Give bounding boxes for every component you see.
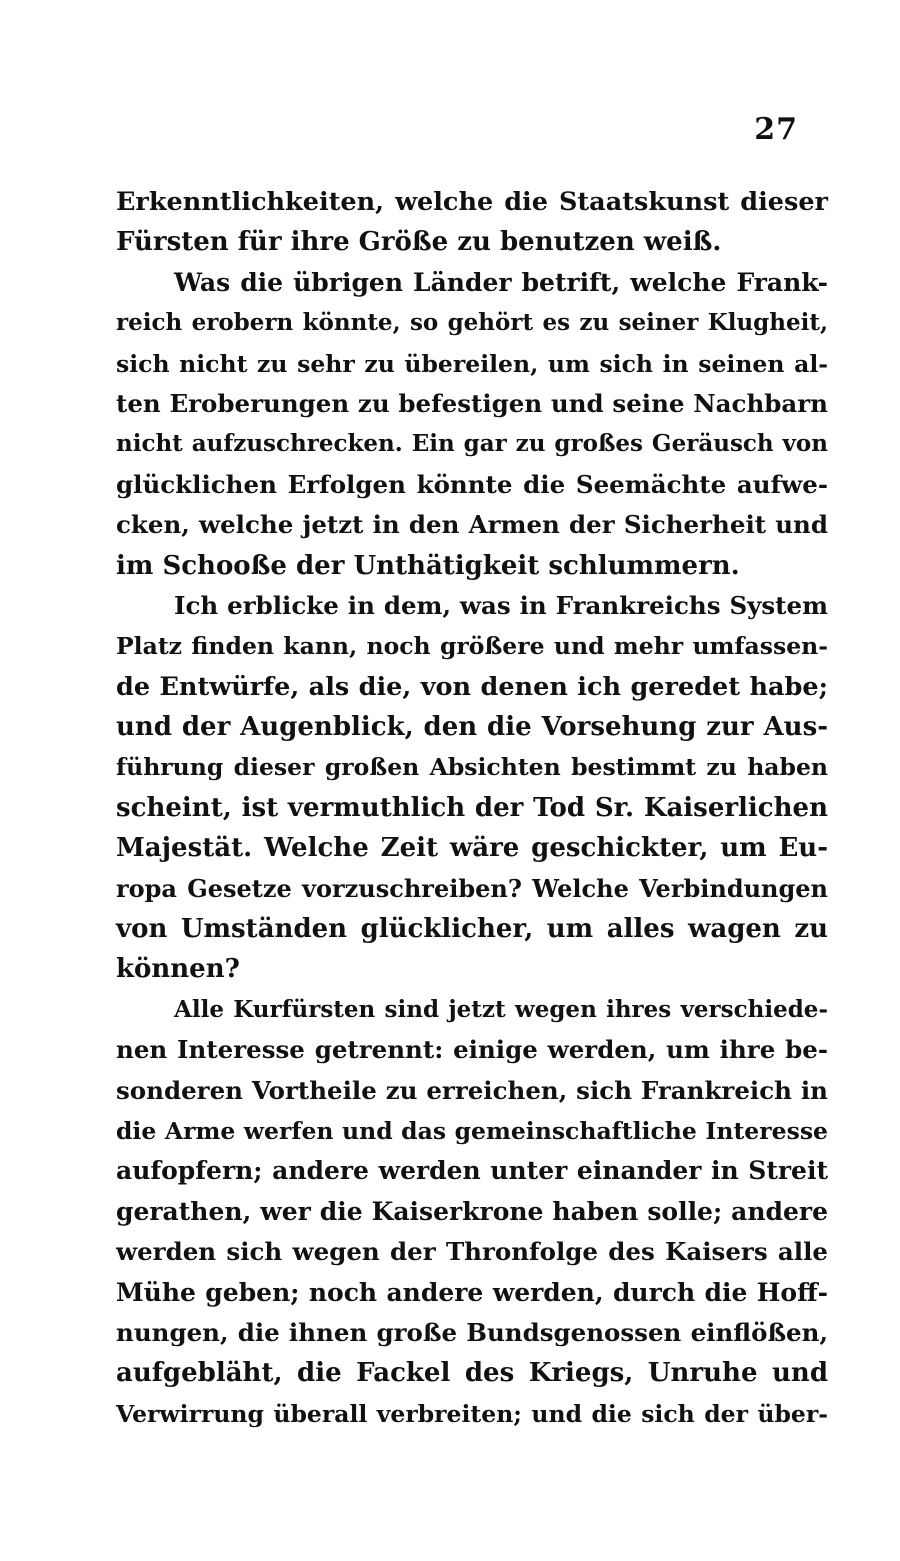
- text-line: gerathen, wer die Kaiserkrone haben solle; andere: [116, 1196, 828, 1226]
- text-line: Mühe geben; noch andere werden, durch die Hoff-: [116, 1277, 828, 1307]
- paragraph-start-line: Alle Kurfürsten sind jetzt wegen ihres verschiede-: [174, 995, 828, 1023]
- text-line: de Entwürfe, als die, von denen ich geredet habe;: [116, 671, 828, 702]
- text-line: glücklichen Erfolgen könnte die Seemächte aufwe-: [116, 469, 828, 499]
- text-line: können?: [116, 954, 240, 985]
- paragraph-start-line: Was die übrigen Länder betrift, welche Frank-: [174, 267, 828, 297]
- text-line: die Arme werfen und das gemeinschaftliche Interesse: [116, 1116, 828, 1145]
- text-line: sich nicht zu sehr zu übereilen, um sich in seinen al-: [116, 349, 828, 378]
- text-line: aufopfern; andere werden unter einander in Streit: [116, 1156, 828, 1186]
- text-line: aufgebläht, die Fackel des Kriegs, Unruhe und: [116, 1358, 828, 1389]
- text-line: Platz finden kann, noch größere und mehr umfassen-: [116, 632, 828, 661]
- text-line: im Schooße der Unthätigkeit schlummern.: [116, 550, 740, 581]
- text-line: nungen, die ihnen große Bundsgenossen einflößen,: [116, 1317, 828, 1347]
- text-line: Majestät. Welche Zeit wäre geschickter, um Eu-: [116, 833, 828, 864]
- text-line: Fürsten für ihre Größe zu benutzen weiß.: [116, 227, 722, 258]
- body-text: [116, 182, 828, 1434]
- text-line: cken, welche jetzt in den Armen der Sicherheit und: [116, 510, 828, 540]
- text-line: Verwirrung überall verbreiten; und die sich der über-: [116, 1399, 828, 1428]
- text-line: ten Eroberungen zu befestigen und seine Nachbarn: [116, 388, 828, 418]
- text-line: sonderen Vortheile zu erreichen, sich Frankreich in: [116, 1075, 828, 1105]
- text-line: und der Augenblick, den die Vorsehung zur Aus-: [116, 712, 828, 743]
- text-line: von Umständen glücklicher, um alles wagen zu: [116, 914, 828, 945]
- paragraph-start-line: Ich erblicke in dem, was in Frankreichs System: [174, 590, 828, 620]
- text-line: ropa Gesetze vorzuschreiben? Welche Verbindungen: [116, 873, 828, 903]
- text-line: reich erobern könnte, so gehört es zu seiner Klugheit,: [116, 309, 828, 337]
- text-line: Erkenntlichkeiten, welche die Staatskunst dieser: [116, 187, 828, 217]
- text-line: führung dieser großen Absichten bestimmt zu haben: [116, 753, 828, 782]
- page-number: 27: [754, 112, 798, 147]
- text-line: nicht aufzuschrecken. Ein gar zu großes Geräusch von: [116, 430, 828, 458]
- text-line: nen Interesse getrennt: einige werden, um ihre be-: [116, 1035, 828, 1065]
- text-line: werden sich wegen der Thronfolge des Kaisers alle: [116, 1237, 828, 1267]
- text-line: scheint, ist vermuthlich der Tod Sr. Kaiserlichen: [116, 792, 828, 823]
